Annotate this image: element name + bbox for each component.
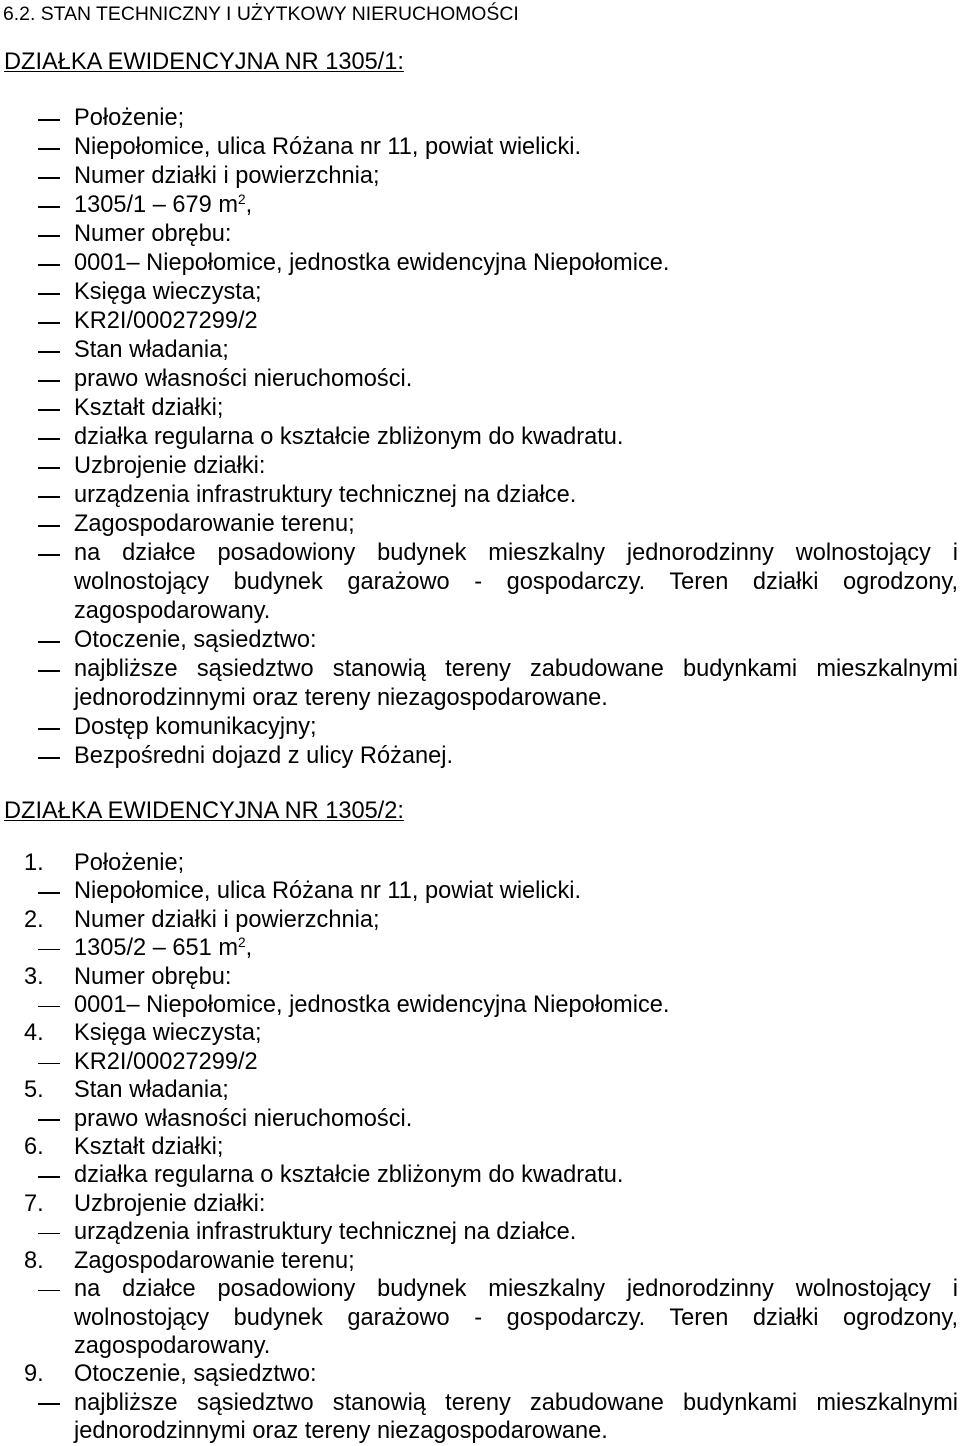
parcel-2-heading: DZIAŁKA EWIDENCYJNA NR 1305/2:: [4, 798, 404, 824]
item-label: Położenie;: [74, 850, 185, 876]
dash-bullet: [38, 949, 60, 951]
item-label: Zagospodarowanie terenu;: [74, 511, 355, 537]
item-value-text: [74, 423, 958, 452]
item-number: 6.: [24, 1134, 44, 1161]
item-value: KR2I/00027299/2: [74, 308, 258, 334]
numbered-item-label: [0, 1247, 960, 1275]
dash-bullet: [38, 293, 60, 295]
item-number: 3.: [24, 963, 44, 990]
item-label: Numer działki i powierzchnia;: [74, 906, 380, 933]
item-label: Otoczenie, sąsiedztwo:: [74, 627, 317, 653]
item-number: 8.: [24, 1247, 44, 1274]
item-value-text: [74, 877, 958, 905]
dash-bullet: [38, 1006, 60, 1008]
numbered-item-label: [0, 849, 960, 877]
item-label: Uzbrojenie działki:: [74, 453, 266, 479]
item-value-text: [74, 191, 958, 220]
item-value-text: [74, 1275, 958, 1360]
dash-bullet: [38, 148, 60, 150]
item-label: Księga wieczysta;: [74, 1020, 262, 1047]
dash-bullet: [38, 235, 60, 237]
parcel-2-list: [0, 849, 960, 1446]
list-item-value: [0, 249, 960, 278]
item-label: Otoczenie, sąsiedztwo:: [74, 1361, 317, 1388]
list-item-label: [0, 336, 960, 365]
dash-bullet: [38, 206, 60, 208]
item-label-text: [74, 1019, 958, 1047]
item-value-text: [74, 1161, 958, 1189]
item-number: 1.: [24, 850, 44, 876]
list-item-label: [0, 452, 960, 481]
item-number: 2.: [24, 906, 44, 933]
dash-bullet: [38, 1403, 60, 1405]
list-item-value: [0, 307, 960, 336]
item-label-text: [74, 278, 958, 307]
item-label-text: [74, 394, 958, 423]
dash-bullet: [38, 1290, 60, 1292]
item-value: prawo własności nieruchomości.: [74, 1105, 413, 1132]
dash-bullet: [38, 554, 60, 556]
dash-bullet: [38, 1063, 60, 1065]
superscript: 2: [237, 935, 246, 951]
item-value-text: [74, 307, 958, 336]
item-label: Uzbrojenie działki:: [74, 1190, 266, 1217]
item-label: Położenie;: [74, 105, 185, 131]
list-item-label: [0, 220, 960, 249]
numbered-item-label: [0, 906, 960, 934]
item-label-text: [74, 452, 958, 481]
list-item-label: [0, 104, 960, 133]
item-label: Kształt działki;: [74, 395, 224, 421]
item-value-text: [74, 539, 958, 626]
item-value: najbliższe sąsiedztwo stanowią tereny zabudowane budynkami mieszkalnymi jednorodzinnymi oraz tereny niezagospodarowane.: [74, 656, 958, 711]
item-label-text: [74, 626, 958, 655]
item-label-text: [74, 906, 958, 934]
dash-bullet: [38, 1119, 60, 1121]
dash-bullet: [38, 322, 60, 324]
item-label: Zagospodarowanie terenu;: [74, 1247, 355, 1274]
numbered-item-label: [0, 1076, 960, 1104]
numbered-item-label: [0, 963, 960, 991]
dash-bullet: [38, 670, 60, 672]
dash-bullet: [38, 757, 60, 759]
item-value-text: [74, 934, 958, 962]
dash-bullet: [38, 438, 60, 440]
list-item-value: [0, 481, 960, 510]
item-value: 0001– Niepołomice, jednostka ewidencyjna Niepołomice.: [74, 992, 670, 1019]
list-item-value: [0, 1105, 960, 1133]
list-item-value: [0, 191, 960, 220]
item-label: Stan władania;: [74, 337, 229, 363]
item-value-tail: ,: [245, 192, 253, 218]
item-value: 1305/1 – 679 m: [74, 192, 238, 218]
dash-bullet: [38, 409, 60, 411]
numbered-item-label: [0, 1133, 960, 1161]
item-label-text: [74, 1360, 958, 1388]
item-value: najbliższe sąsiedztwo stanowią tereny zabudowane budynkami mieszkalnymi jednorodzinnymi oraz tereny niezagospodarowane.: [74, 1389, 958, 1445]
item-label-text: [74, 336, 958, 365]
numbered-item-label: [0, 1019, 960, 1047]
item-label: Dostęp komunikacyjny;: [74, 714, 317, 740]
list-item-value: [0, 1161, 960, 1189]
numbered-item-label: [0, 1360, 960, 1388]
section-title: 6.2. STAN TECHNICZNY I UŻYTKOWY NIERUCHOMOŚCI: [3, 3, 519, 25]
list-item-value: [0, 877, 960, 905]
item-value: 1305/2 – 651 m: [74, 935, 238, 962]
parcel-1-list: [0, 104, 960, 771]
list-item-label: [0, 713, 960, 742]
list-item-label: [0, 510, 960, 539]
list-item-value: [0, 423, 960, 452]
item-value-text: [74, 1105, 958, 1133]
item-label: Księga wieczysta;: [74, 279, 262, 305]
item-number: 7.: [24, 1190, 44, 1217]
item-label: Stan władania;: [74, 1077, 229, 1104]
item-value-text: [74, 481, 958, 510]
item-value: urządzenia infrastruktury technicznej na działce.: [74, 482, 577, 508]
dash-bullet: [38, 728, 60, 730]
item-value: działka regularna o kształcie zbliżonym do kwadratu.: [74, 1162, 624, 1189]
item-number: 9.: [24, 1361, 44, 1388]
item-value: Niepołomice, ulica Różana nr 11, powiat wielicki.: [74, 134, 582, 160]
list-item-value: [0, 991, 960, 1019]
item-label-text: [74, 104, 958, 133]
list-item-value: [0, 655, 960, 713]
list-item-value: [0, 1389, 960, 1446]
item-value: prawo własności nieruchomości.: [74, 366, 413, 392]
dash-bullet: [38, 177, 60, 179]
dash-bullet: [38, 641, 60, 643]
item-label-text: [74, 162, 958, 191]
dash-bullet: [38, 496, 60, 498]
item-value: Niepołomice, ulica Różana nr 11, powiat wielicki.: [74, 878, 582, 905]
item-value: urządzenia infrastruktury technicznej na działce.: [74, 1219, 577, 1246]
list-item-value: [0, 539, 960, 626]
item-label-text: [74, 1247, 958, 1275]
dash-bullet: [38, 1233, 60, 1235]
dash-bullet: [38, 380, 60, 382]
list-item-label: [0, 626, 960, 655]
item-value-text: [74, 1048, 958, 1076]
item-number: 4.: [24, 1020, 44, 1047]
item-label-text: [74, 510, 958, 539]
parcel-1-heading: DZIAŁKA EWIDENCYJNA NR 1305/1:: [4, 49, 404, 75]
item-value: działka regularna o kształcie zbliżonym do kwadratu.: [74, 424, 624, 450]
item-label-text: [74, 963, 958, 991]
list-item-label: [0, 278, 960, 307]
item-number: 5.: [24, 1077, 44, 1104]
item-value: KR2I/00027299/2: [74, 1048, 258, 1075]
item-value-text: [74, 991, 958, 1019]
item-label: Numer działki i powierzchnia;: [74, 163, 380, 189]
item-label-text: [74, 849, 958, 877]
list-item-value: [0, 742, 960, 771]
list-item-label: [0, 162, 960, 191]
item-value: na działce posadowiony budynek mieszkalny jednorodzinny wolnostojący i wolnostojący budynek garażowo - gospodarczy. Teren działki ogrodzony, zagospodarowany.: [74, 1276, 958, 1359]
item-label-text: [74, 1133, 958, 1161]
dash-bullet: [38, 351, 60, 353]
dash-bullet: [38, 264, 60, 266]
item-label-text: [74, 1190, 958, 1218]
list-item-value: [0, 934, 960, 962]
item-value-text: [74, 249, 958, 278]
item-value-text: [74, 1389, 958, 1446]
item-value-text: [74, 133, 958, 162]
item-value: 0001– Niepołomice, jednostka ewidencyjna Niepołomice.: [74, 250, 670, 276]
item-value-text: [74, 1218, 958, 1246]
item-label-text: [74, 220, 958, 249]
item-label: Numer obrębu:: [74, 221, 232, 247]
numbered-item-label: [0, 1190, 960, 1218]
item-value: na działce posadowiony budynek mieszkalny jednorodzinny wolnostojący i wolnostojący budynek garażowo - gospodarczy. Teren działki ogrodzony, zagospodarowany.: [74, 540, 958, 624]
item-value-text: [74, 655, 958, 713]
item-value: Bezpośredni dojazd z ulicy Różanej.: [74, 743, 454, 769]
item-label: Kształt działki;: [74, 1134, 224, 1161]
item-label-text: [74, 1076, 958, 1104]
item-value-text: [74, 742, 958, 771]
superscript: 2: [237, 191, 246, 207]
list-item-value: [0, 133, 960, 162]
list-item-value: [0, 365, 960, 394]
list-item-value: [0, 1218, 960, 1246]
list-item-value: [0, 1048, 960, 1076]
item-label: Numer obrębu:: [74, 963, 232, 990]
list-item-value: [0, 1275, 960, 1360]
dash-bullet: [38, 467, 60, 469]
dash-bullet: [38, 1176, 60, 1178]
item-value-text: [74, 365, 958, 394]
item-value-tail: ,: [245, 935, 253, 962]
dash-bullet: [38, 525, 60, 527]
dash-bullet: [38, 892, 60, 894]
item-label-text: [74, 713, 958, 742]
list-item-label: [0, 394, 960, 423]
dash-bullet: [38, 119, 60, 121]
